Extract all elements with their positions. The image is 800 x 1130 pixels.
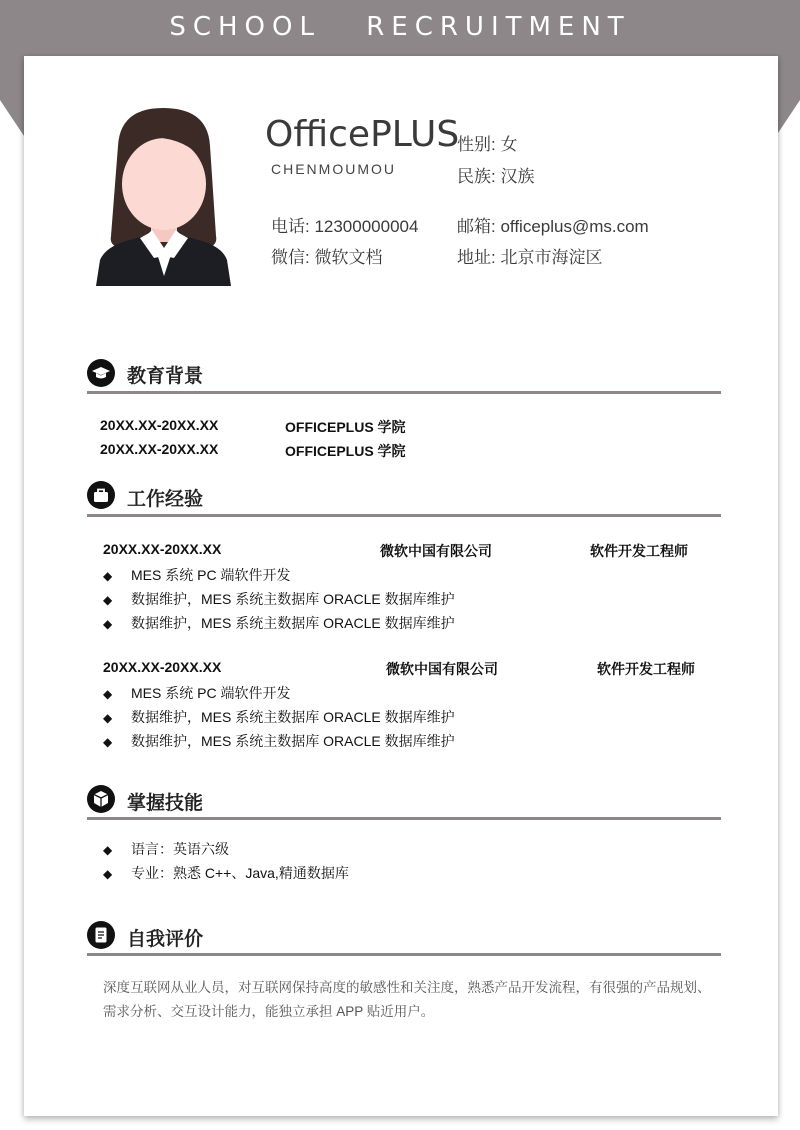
banner-ribbon-left (0, 56, 24, 136)
banner-title: SCHOOL RECRUITMENT (169, 12, 631, 42)
cube-icon (87, 785, 115, 813)
skills-title: 掌握技能 (127, 793, 204, 814)
job-date: 20XX.XX-20XX.XX (103, 541, 222, 557)
self-eval-title: 自我评价 (127, 929, 204, 950)
phone-field: 电话: 12300000004 (271, 217, 419, 236)
briefcase-icon (87, 481, 115, 509)
email-field: 邮箱: officeplus@ms.com (457, 217, 649, 236)
list-item: ◆ 数据维护，MES 系统主数据库 ORACLE 数据库维护 (103, 615, 455, 631)
job-role: 软件开发工程师 (597, 661, 695, 677)
education-divider (87, 391, 721, 394)
graduation-cap-icon (87, 359, 115, 387)
job-company: 微软中国有限公司 (380, 543, 492, 559)
banner-ribbon-right (776, 56, 800, 136)
education-title: 教育背景 (127, 366, 204, 387)
education-date: 20XX.XX-20XX.XX (100, 417, 219, 433)
job-company: 微软中国有限公司 (386, 661, 498, 677)
job-role: 软件开发工程师 (590, 543, 688, 559)
self-eval-text: 深度互联网从业人员，对互联网保持高度的敏感性和关注度，熟悉产品开发流程，有很强的产品规划、需求分析、交互设计能力，能独立承担 APP 贴近用户。 (103, 980, 711, 1019)
list-item: ◆ 专业：熟悉 C++、Java,精通数据库 (103, 865, 349, 881)
avatar (96, 106, 231, 286)
list-item: ◆ 数据维护，MES 系统主数据库 ORACLE 数据库维护 (103, 591, 455, 607)
education-school: OFFICEPLUS 学院 (285, 443, 406, 459)
work-title: 工作经验 (127, 489, 204, 510)
ethnicity-field: 民族: 汉族 (457, 167, 535, 186)
wechat-field: 微信: 微软文档 (271, 248, 383, 267)
candidate-name: OfficePLUS (265, 114, 460, 155)
job-date: 20XX.XX-20XX.XX (103, 659, 222, 675)
gender-field: 性别: 女 (457, 135, 518, 154)
list-item: ◆ 数据维护，MES 系统主数据库 ORACLE 数据库维护 (103, 709, 455, 725)
address-field: 地址: 北京市海淀区 (457, 248, 603, 267)
self-eval-divider (87, 953, 721, 956)
list-item: ◆ MES 系统 PC 端软件开发 (103, 567, 291, 583)
list-item: ◆ 语言：英语六级 (103, 841, 229, 857)
header-banner (0, 0, 800, 56)
list-item: ◆ 数据维护，MES 系统主数据库 ORACLE 数据库维护 (103, 733, 455, 749)
education-date: 20XX.XX-20XX.XX (100, 441, 219, 457)
education-school: OFFICEPLUS 学院 (285, 419, 406, 435)
list-item: ◆ MES 系统 PC 端软件开发 (103, 685, 291, 701)
work-divider (87, 514, 721, 517)
document-icon (87, 921, 115, 949)
skills-divider (87, 817, 721, 820)
candidate-name-en: CHENMOUMOU (271, 161, 396, 177)
